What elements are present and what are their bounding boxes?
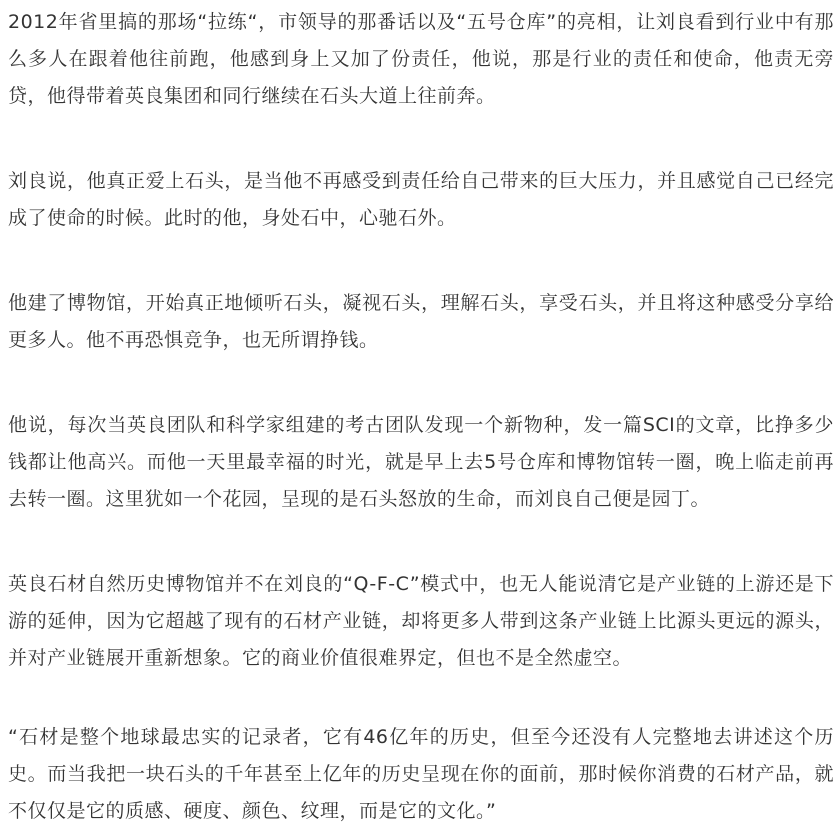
- paragraph-spacer: [8, 359, 834, 407]
- paragraph-6-quote: “石材是整个地球最忠实的记录者，它有46亿年的历史，但至今还没有人完整地去讲述这个历史。而当我把一块石头的千年甚至上亿年的历史呈现在你的面前，那时候你消费的石材产品，就不仅仅是它的质感、硬度、颜色、纹理，而是它的文化。”: [8, 726, 834, 822]
- paragraph-5: 英良石材自然历史博物馆并不在刘良的“Q-F-C”模式中，也无人能说清它是产业链的上游还是下游的延伸，因为它超越了现有的石材产业链，却将更多人带到这条产业链上比源头更远的源头，并对产业链展开重新想象。它的商业价值很难界定，但也不是全然虚空。: [8, 573, 834, 669]
- paragraph-3: 他建了博物馆，开始真正地倾听石头，凝视石头，理解石头，享受石头，并且将这种感受分享给更多人。他不再恐惧竞争，也无所谓挣钱。: [8, 292, 834, 351]
- paragraph-2: 刘良说，他真正爱上石头，是当他不再感受到责任给自己带来的巨大压力，并且感觉自己已经完成了使命的时候。此时的他，身处石中，心驰石外。: [8, 170, 834, 229]
- paragraph-spacer: [8, 115, 834, 163]
- paragraph-4: 他说，每次当英良团队和科学家组建的考古团队发现一个新物种，发一篇SCI的文章，比挣多少钱都让他高兴。而他一天里最幸福的时光，就是早上去5号仓库和博物馆转一圈，晚上临走前再去转一圈。这里犹如一个花园，呈现的是石头怒放的生命，而刘良自己便是园丁。: [8, 414, 834, 510]
- paragraph-spacer: [8, 518, 834, 566]
- paragraph-spacer: [8, 677, 834, 719]
- paragraph-1: 2012年省里搞的那场“拉练“，市领导的那番话以及“五号仓库”的亮相，让刘良看到行业中有那么多人在跟着他往前跑，他感到身上又加了份责任，他说，那是行业的责任和使命，他责无旁贷，他得带着英良集团和同行继续在石头大道上往前奔。: [8, 11, 834, 107]
- article-body: [8, 4, 834, 830]
- paragraph-spacer: [8, 237, 834, 285]
